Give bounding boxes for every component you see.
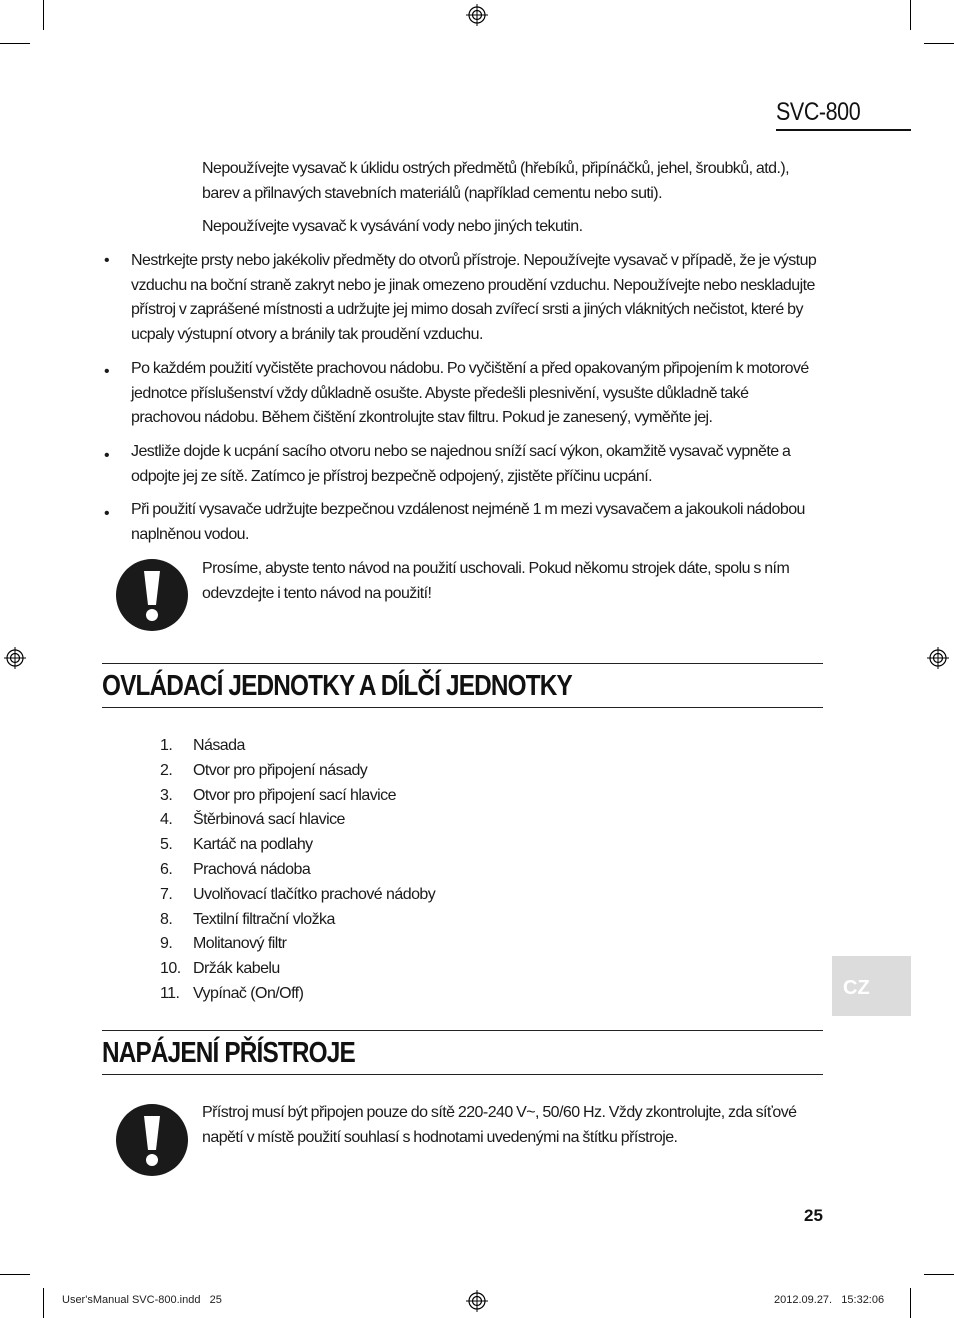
list-number: 10. <box>160 960 181 978</box>
footer-timestamp: 2012.09.27. 15:32:06 <box>774 1294 885 1306</box>
notice-text: Přístroj musí být připojen pouze do sítě 220-240 V~, 50/60 Hz. Vždy zkontrolujte, zda síťové napětí v místě použití souhlasí s hodnotami uvedenými na štítku přístroje. <box>202 1104 797 1146</box>
crop-mark <box>924 1274 954 1275</box>
section-rule-bottom <box>102 707 823 708</box>
list-item <box>160 784 435 809</box>
list-label: Násada <box>193 737 245 754</box>
list-item <box>160 982 435 1007</box>
page-number: 25 <box>804 1206 823 1225</box>
list-label: Štěrbinová sací hlavice <box>193 811 345 829</box>
list-number: 8. <box>160 910 173 928</box>
crop-mark <box>43 1288 44 1318</box>
list-number: 3. <box>160 786 173 804</box>
section-title: OVLÁDACÍ JEDNOTKY A DÍLČÍ JEDNOTKY <box>102 670 572 702</box>
list-item <box>160 808 435 833</box>
bullet-item: Jestliže dojde k ucpání sacího otvoru nebo se najednou sníží sací výkon, okamžitě vysavač vypněte a odpojte jej ze sítě. Zatímco je přístroj bezpečně odpojený, zjistěte příčinu ucpání. <box>131 443 791 485</box>
section-rule-top <box>102 663 823 664</box>
crop-mark <box>0 43 30 44</box>
model-name: SVC-800 <box>776 98 861 126</box>
list-item <box>160 858 435 883</box>
list-number: 11. <box>160 984 180 1002</box>
list-item <box>160 932 435 957</box>
registration-mark-icon <box>927 647 949 669</box>
crop-mark <box>910 1288 911 1318</box>
list-label: Prachová nádoba <box>193 860 311 878</box>
list-label: Textilní filtrační vložka <box>193 910 335 928</box>
list-label: Vypínač (On/Off) <box>193 984 304 1002</box>
language-label: CZ <box>843 977 870 999</box>
registration-mark-icon <box>466 1290 488 1312</box>
registration-mark-icon <box>4 647 26 669</box>
list-item <box>160 833 435 858</box>
bullet-symbol: • <box>104 252 110 269</box>
crop-mark <box>43 0 44 30</box>
notice-text: Prosíme, abyste tento návod na použití uschovali. Pokud někomu strojek dáte, spolu s ním odevzdejte i tento návod na použití! <box>202 560 790 602</box>
bullet-symbol: • <box>104 447 110 464</box>
list-item <box>160 734 435 759</box>
list-item <box>160 759 435 784</box>
list-number: 9. <box>160 935 173 953</box>
bullet-symbol: • <box>104 363 110 380</box>
header-rule <box>776 129 911 131</box>
list-item <box>160 957 435 982</box>
footer-filename: User'sManual SVC-800.indd 25 <box>62 1294 222 1306</box>
exclamation-circle-icon <box>116 1104 188 1176</box>
list-label: Kartáč na podlahy <box>193 836 313 854</box>
bullet-item: Po každém použití vyčistěte prachovou nádobu. Po vyčištění a před opakovaným připojením k motorové jednotce příslušenství vždy důkladně osušte. Abyste předešli plesnivění, vysušte důkladně také prachovou nádobu. Během čištění zkontrolujte stav filtru. Pokud je zanesený, vyměňte jej. <box>131 360 809 426</box>
crop-mark <box>0 1274 30 1275</box>
list-number: 4. <box>160 811 173 829</box>
registration-mark-icon <box>466 4 488 26</box>
paragraph: Nepoužívejte vysavač k vysávání vody nebo jiných tekutin. <box>202 218 583 235</box>
section-rule-bottom <box>102 1074 823 1075</box>
list-label: Molitanový filtr <box>193 935 287 953</box>
crop-mark <box>924 43 954 44</box>
list-label: Držák kabelu <box>193 960 280 978</box>
list-label: Uvolňovací tlačítko prachové nádoby <box>193 885 436 903</box>
parts-list <box>160 734 435 1007</box>
list-number: 5. <box>160 836 173 854</box>
list-number: 6. <box>160 860 173 878</box>
bullet-item: Nestrkejte prsty nebo jakékoliv předměty do otvorů přístroje. Nepoužívejte vysavač v případě, že je výstup vzduchu na boční straně zakryt nebo je jinak omezeno proudění vzduchu. Nepoužívejte nebo neskladujte přístroj v zaprášené místnosti a udržujte jej mimo dosah zvířecí srsti a jiných vláknitých nečistot, které by ucpaly výstupní otvory a bránily tak proudění vzduchu. <box>131 252 817 343</box>
list-number: 1. <box>160 737 173 754</box>
section-title: NAPÁJENÍ PŘÍSTROJE <box>102 1037 355 1069</box>
bullet-symbol: • <box>104 505 110 522</box>
bullet-item: Při použití vysavače udržujte bezpečnou vzdálenost nejméně 1 m mezi vysavačem a jakoukoli nádobou naplněnou vodou. <box>131 501 805 543</box>
section-rule-top <box>102 1030 823 1031</box>
list-item <box>160 908 435 933</box>
paragraph: Nepoužívejte vysavač k úklidu ostrých předmětů (hřebíků, připínáčků, jehel, šroubků, atd.), barev a přilnavých stavebních materiálů (například cementu nebo suti). <box>202 160 790 202</box>
exclamation-circle-icon <box>116 559 188 631</box>
crop-mark <box>910 0 911 30</box>
list-item <box>160 883 435 908</box>
list-label: Otvor pro připojení násady <box>193 761 368 779</box>
list-label: Otvor pro připojení sací hlavice <box>193 786 396 804</box>
list-number: 7. <box>160 885 173 903</box>
list-number: 2. <box>160 761 173 779</box>
